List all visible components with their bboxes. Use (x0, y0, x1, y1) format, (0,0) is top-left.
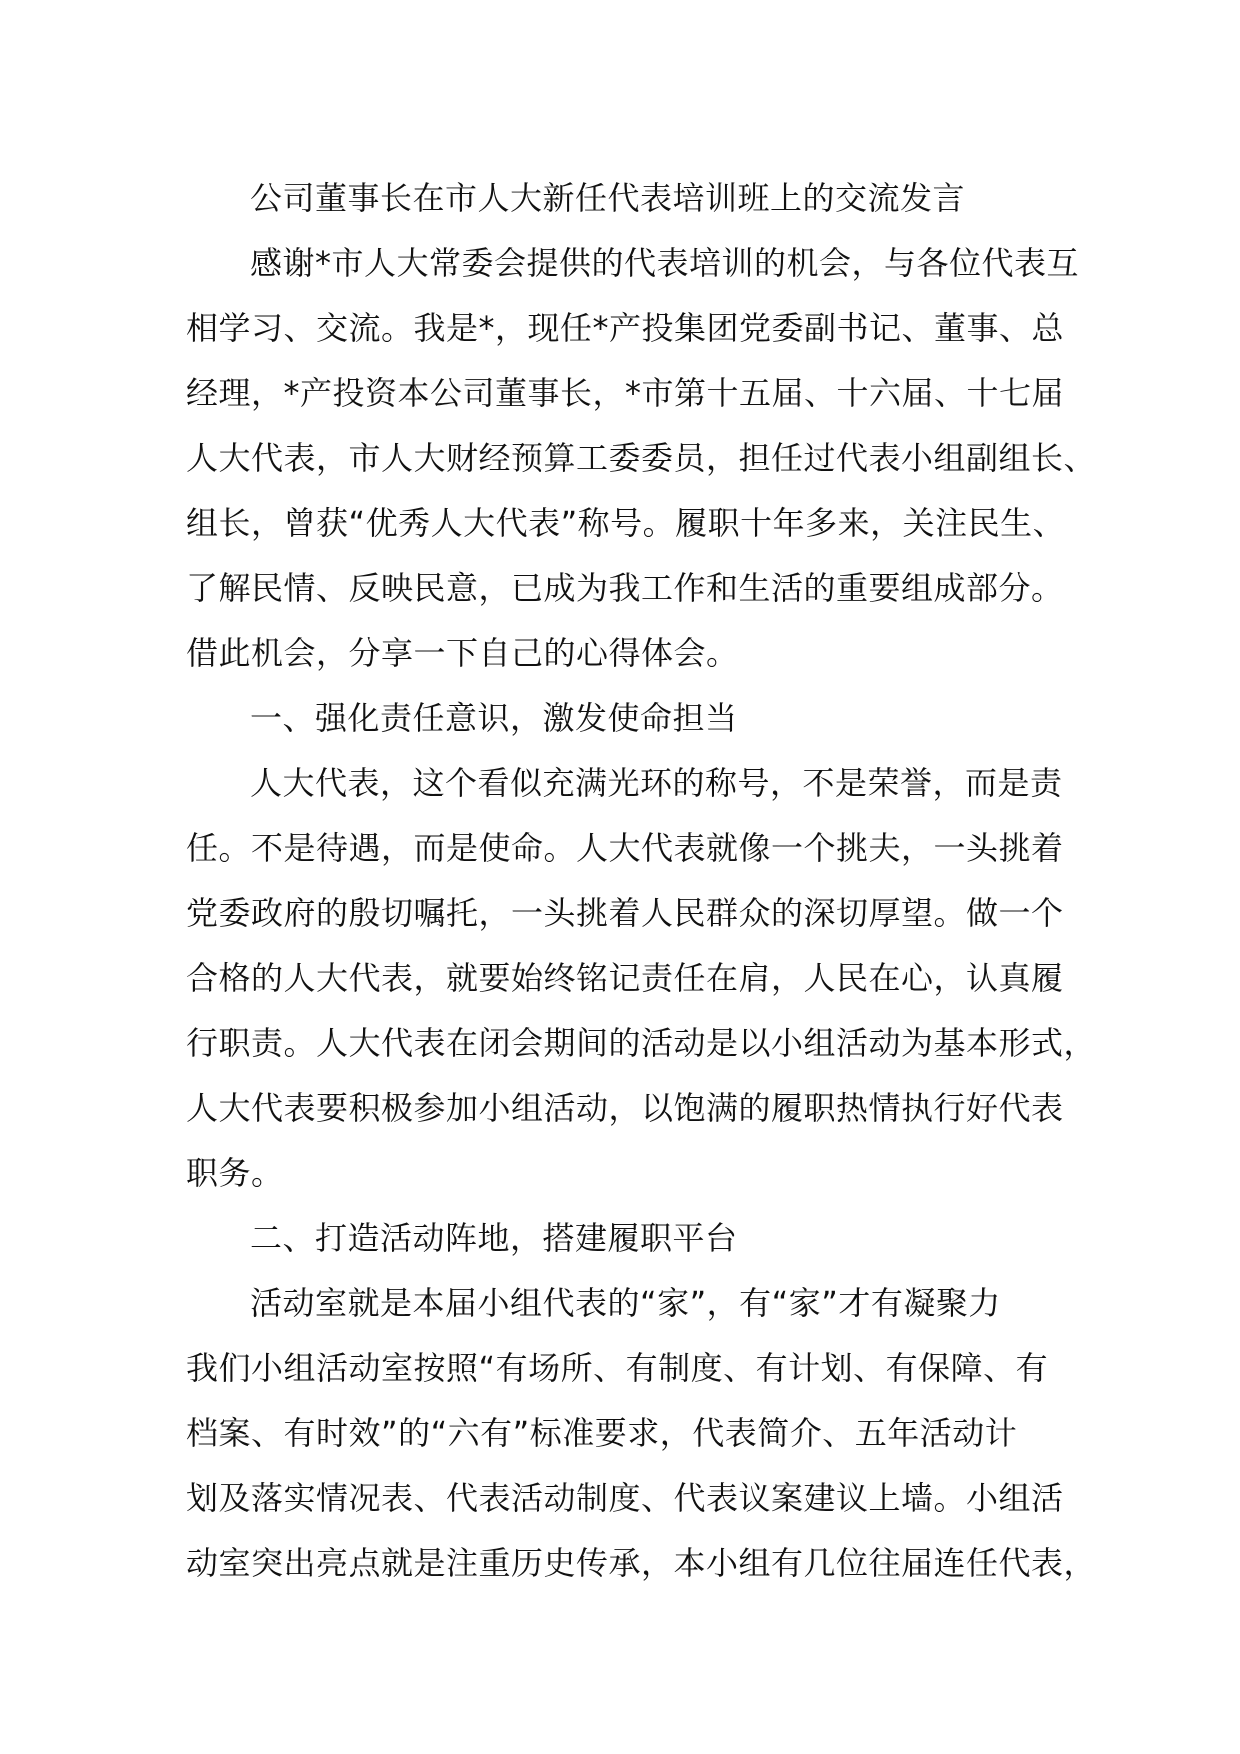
text-line: 档案、有时效”的“六有”标准要求，代表简介、五年活动计 (186, 1414, 1018, 1452)
text-line: 二、打造活动阵地，搭建履职平台 (250, 1219, 738, 1257)
text-line: 活动室就是本届小组代表的“家”，有“家”才有凝聚力 (250, 1284, 1001, 1322)
text-line: 党委政府的殷切嘱托，一头挑着人民群众的深切厚望。做一个 (186, 894, 1064, 932)
text-line: 任。不是待遇，而是使命。人大代表就像一个挑夫，一头挑着 (186, 829, 1064, 867)
text-line: 合格的人大代表，就要始终铭记责任在肩，人民在心，认真履 (186, 959, 1064, 997)
text-line: 相学习、交流。我是*，现任*产投集团党委副书记、董事、总 (186, 309, 1065, 347)
text-line: 感谢*市人大常委会提供的代表培训的机会，与各位代表互 (250, 244, 1080, 282)
text-line: 人大代表，市人大财经预算工委委员，担任过代表小组副组长、 (186, 439, 1097, 477)
document-body (186, 166, 1097, 1596)
text-line: 了解民情、反映民意，已成为我工作和生活的重要组成部分。 (186, 569, 1064, 607)
text-line: 借此机会，分享一下自己的心得体会。 (186, 634, 739, 672)
text-line: 职务。 (186, 1154, 284, 1192)
text-line: 划及落实情况表、代表活动制度、代表议案建议上墙。小组活 (186, 1479, 1064, 1517)
document-lines (186, 231, 1097, 1596)
document-title: 公司董事长在市人大新任代表培训班上的交流发言 (250, 179, 966, 217)
text-line: 行职责。人大代表在闭会期间的活动是以小组活动为基本形式， (186, 1024, 1097, 1062)
text-line: 动室突出亮点就是注重历史传承，本小组有几位往届连任代表， (186, 1544, 1097, 1582)
text-line: 经理，*产投资本公司董事长，*市第十五届、十六届、十七届 (186, 374, 1065, 412)
text-line: 组长，曾获“优秀人大代表”称号。履职十年多来，关注民生、 (186, 504, 1066, 542)
text-line: 我们小组活动室按照“有场所、有制度、有计划、有保障、有 (186, 1349, 1049, 1387)
text-line: 人大代表要积极参加小组活动，以饱满的履职热情执行好代表 (186, 1089, 1064, 1127)
text-line: 人大代表，这个看似充满光环的称号，不是荣誉，而是责 (250, 764, 1063, 802)
text-line: 一、强化责任意识，激发使命担当 (250, 699, 738, 737)
